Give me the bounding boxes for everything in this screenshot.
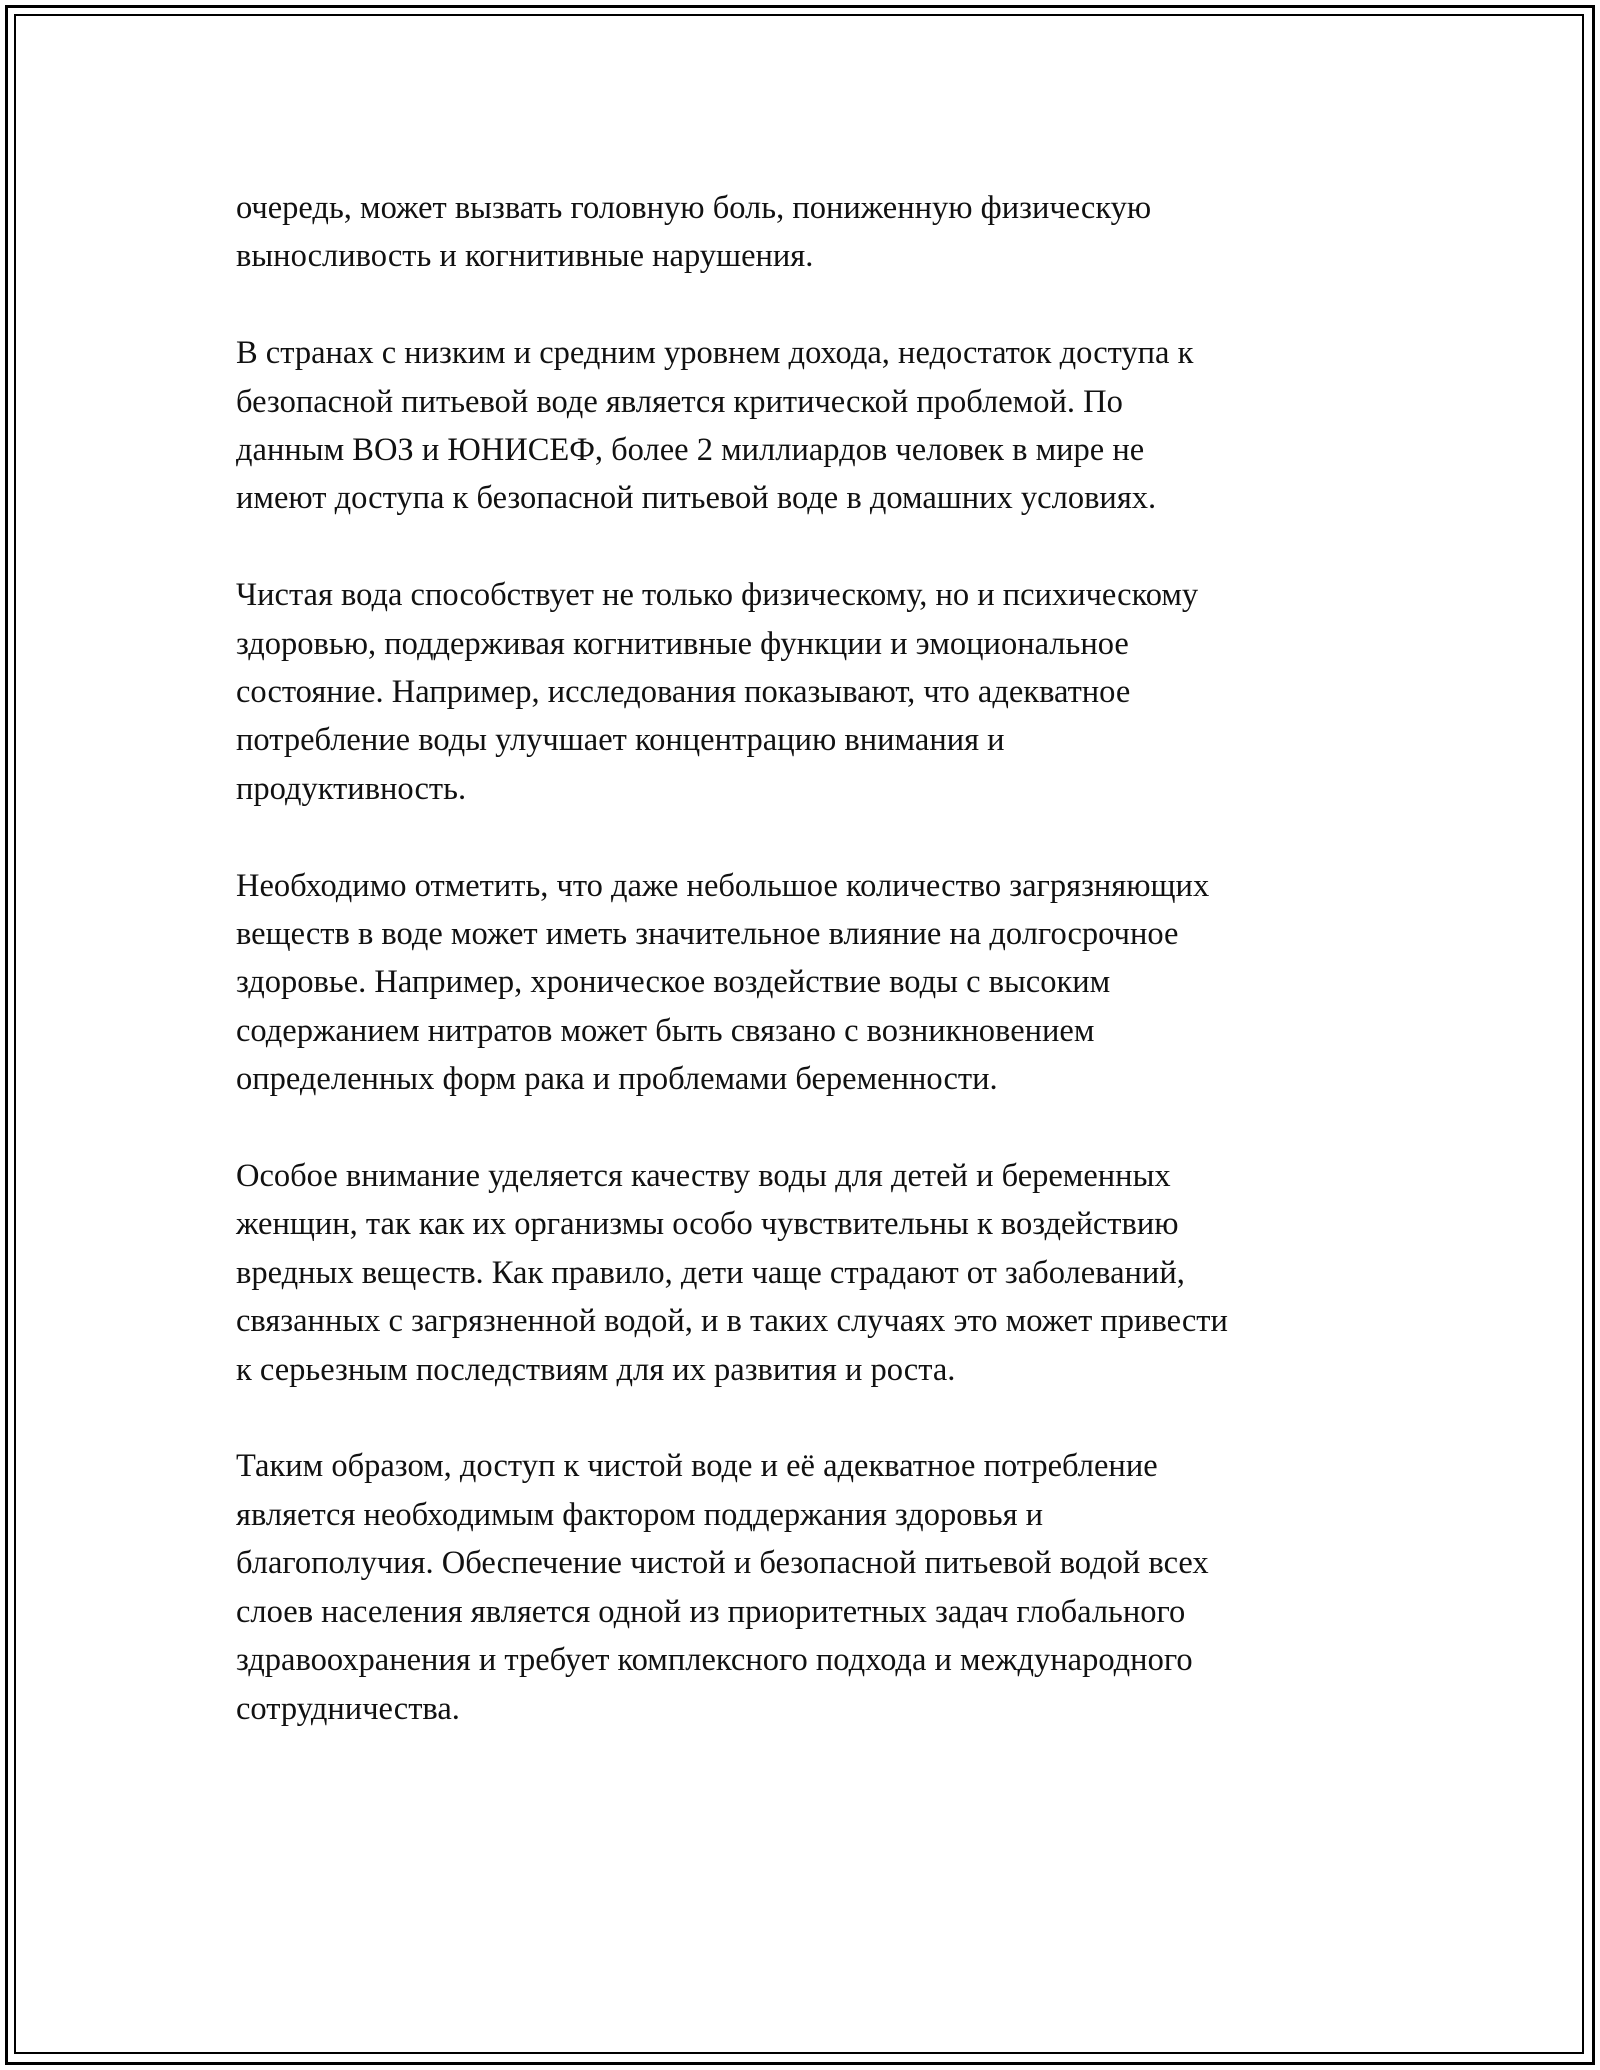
paragraph-6: Таким образом, доступ к чистой воде и её адекватное потребление является необходимым фактором поддержания здоровья и благополучия. Обеспечение чистой и безопасной питьевой водой всех слоев населения является одной из приоритетных задач глобального здравоохранения и требует комплексного подхода и международного сотрудничества. [236,1448,1209,1727]
document-body [236,184,1386,1781]
paragraph-4: Необходимо отметить, что даже небольшое количество загрязняющих веществ в воде может иметь значительное влияние на долгосрочное здоровье. Например, хроническое воздействие воды с высоким содержанием нитратов может быть связано с возникновением определенных форм рака и проблемами беременности. [236,867,1210,1098]
paragraph-1: очередь, может вызвать головную боль, пониженную физическую выносливость и когнитивные нарушения. [236,190,1152,275]
paragraph-5: Особое внимание уделяется качеству воды для детей и беременных женщин, так как их организмы особо чувствительны к воздействию вредных веществ. Как правило, дети чаще страдают от заболеваний, связанных с загрязненной водой, и в таких случаях это может привести к серьезным последствиям для их развития и роста. [236,1158,1228,1388]
paragraph-2: В странах с низким и средним уровнем дохода, недостаток доступа к безопасной питьевой воде является критической проблемой. По данным ВОЗ и ЮНИСЕФ, более 2 миллиардов человек в мире не имеют доступа к безопасной питьевой воде в домашних условиях. [236,335,1194,517]
paragraph-3: Чистая вода способствует не только физическому, но и психическому здоровью, поддерживая когнитивные функции и эмоциональное состояние. Например, исследования показывают, что адекватное потребление воды улучшает концентрацию внимания и продуктивность. [236,577,1199,807]
